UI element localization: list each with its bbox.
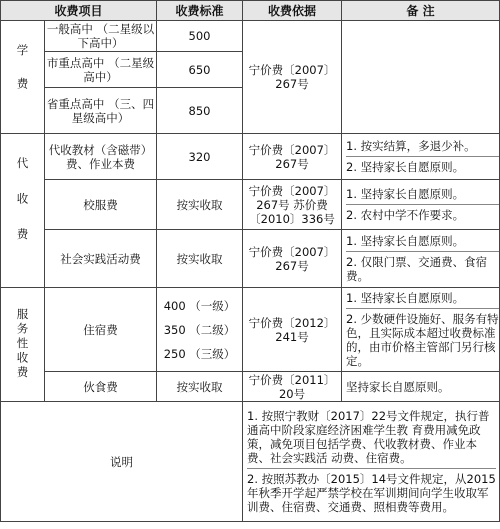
header-remarks: 备 注 <box>342 1 500 21</box>
header-standard: 收费标准 <box>157 1 243 21</box>
explanation-label: 说明 <box>1 402 243 522</box>
collect-standard-2: 按实收取 <box>157 180 243 230</box>
category-tuition: 学费 <box>1 21 45 134</box>
explanation-item: 2. 按照苏教办〔2015〕14号文件规定，从2015年秋季开学起严禁学校在军训期间向学生收取军训费、住宿费、交通费、照相费等费用。 <box>247 472 496 514</box>
note-line: 2. 少数硬件设施好、服务有特色，且实际成本超过收费标准的，由市价格主管部门另行核定。 <box>346 312 499 368</box>
standard-level: 350 （二级） <box>163 322 236 337</box>
service-notes-2: 坚持家长自愿原则。 <box>342 372 500 402</box>
collect-basis-2: 宁价费〔2007〕267号 苏价费〔2010〕336号 <box>243 180 342 230</box>
category-service: 服务性收费 <box>1 288 45 402</box>
service-basis-1: 宁价费〔2012〕241号 <box>243 288 342 372</box>
note-line: 2. 坚持家长自愿原则。 <box>346 160 465 174</box>
collect-item-2: 校服费 <box>45 180 157 230</box>
collect-item-3: 社会实践活动费 <box>45 230 157 288</box>
explanation-content <box>243 402 500 522</box>
header-item: 收费项目 <box>1 1 157 21</box>
service-basis-2: 宁价费〔2011〕20号 <box>243 372 342 402</box>
note-line: 1. 按实结算，多退少补。 <box>346 139 476 153</box>
note-line: 2. 仅限门票、交通费、食宿费。 <box>346 255 488 283</box>
tuition-basis: 宁价费〔2007〕267号 <box>243 21 342 134</box>
collect-standard-3: 按实收取 <box>157 230 243 288</box>
collect-basis-3: 宁价费〔2007〕267号 <box>243 230 342 288</box>
table-row <box>1 21 500 52</box>
explanation-item: 1. 按照宁教财〔2017〕22号文件规定，执行普通高中阶段家庭经济困难学生教 育费用减免政策，减免项目包括学费、代收教材费、作业本费、社会实践活 动费、住宿费。 <box>247 409 490 465</box>
standard-level: 250 （三级） <box>163 346 236 361</box>
collect-basis-1: 宁价费〔2007〕267号 <box>243 134 342 180</box>
tuition-item-3: 省重点高中 （三、四星级高中） <box>45 88 157 134</box>
tuition-standard-3: 850 <box>157 88 243 134</box>
table-row <box>1 372 500 402</box>
standard-level: 400 （一级） <box>163 298 236 313</box>
collect-standard-1: 320 <box>157 134 243 180</box>
table-row <box>1 180 500 230</box>
category-collect: 代收费 <box>1 134 45 288</box>
service-standards-1 <box>157 288 243 372</box>
collect-notes-3 <box>342 230 500 288</box>
service-item-1: 住宿费 <box>45 288 157 372</box>
explanation-row <box>1 402 500 522</box>
tuition-item-2: 市重点高中 （二星级高中） <box>45 52 157 88</box>
table-row <box>1 288 500 372</box>
header-row <box>1 1 500 21</box>
note-line: 1. 坚持家长自愿原则。 <box>346 234 465 248</box>
note-line: 2. 农村中学不作要求。 <box>346 208 465 222</box>
tuition-item-1: 一般高中 （二星级以下高中） <box>45 21 157 52</box>
tuition-standard-2: 650 <box>157 52 243 88</box>
collect-item-1: 代收教材（含磁带）费、作业本费 <box>45 134 157 180</box>
collect-notes-2 <box>342 180 500 230</box>
service-item-2: 伙食费 <box>45 372 157 402</box>
note-line: 1. 坚持家长自愿原则。 <box>346 291 465 305</box>
note-line: 1. 坚持家长自愿原则。 <box>346 187 465 201</box>
table-row <box>1 134 500 180</box>
table-row <box>1 230 500 288</box>
header-basis: 收费依据 <box>243 1 342 21</box>
collect-notes-1 <box>342 134 500 180</box>
service-standard-2: 按实收取 <box>157 372 243 402</box>
tuition-standard-1: 500 <box>157 21 243 52</box>
service-notes-1 <box>342 288 500 372</box>
tuition-remarks <box>342 21 500 134</box>
